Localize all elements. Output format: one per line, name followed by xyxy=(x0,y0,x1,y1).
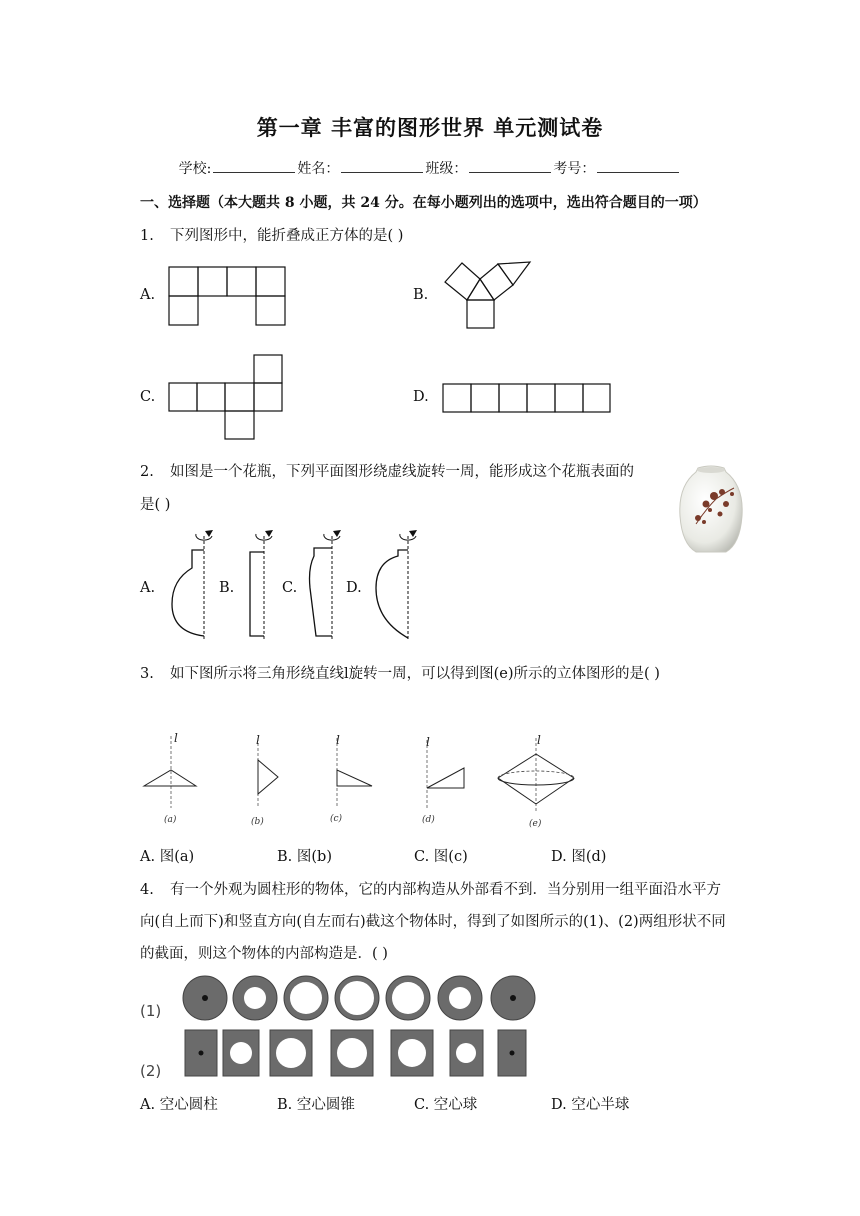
exam-no-label: 考号： xyxy=(553,161,596,177)
q4-option-a[interactable]: A. 空心圆柱 xyxy=(140,1097,218,1113)
q4-text-1: 有一个外观为圆柱形的物体，它的内部构造从外部看不到．当分别用一组平面沿水平方 xyxy=(170,882,721,898)
section-heading: 一、选择题（本大题共 8 小题，共 24 分。在每小题列出的选项中，选出符合题目的一项） xyxy=(140,195,707,211)
q3-fig-c xyxy=(330,733,372,824)
q3-l-label-b: l xyxy=(256,733,260,747)
q1-text: 下列图形中，能折叠成正方体的是( ) xyxy=(170,228,404,244)
q1-option-d[interactable]: D. xyxy=(413,389,429,405)
q1-net-c xyxy=(168,354,284,440)
q4-row-label-1: (1) xyxy=(140,1002,162,1020)
q1-number: 1. xyxy=(140,228,154,244)
student-info-line xyxy=(0,158,860,178)
q1-net-a xyxy=(168,266,286,326)
q3-option-a[interactable]: A. 图(a) xyxy=(140,849,195,865)
q4-stem-line1 xyxy=(140,880,721,900)
school-blank[interactable] xyxy=(213,159,295,173)
q4-option-d[interactable]: D. 空心半球 xyxy=(551,1097,630,1113)
name-label: 姓名： xyxy=(297,161,340,177)
q2-option-c[interactable]: C. xyxy=(282,580,298,596)
q3-text: 如下图所示将三角形绕直线l旋转一周，可以得到图(e)所示的立体图形的是( ) xyxy=(170,666,660,682)
q3-option-d[interactable]: D. 图(d) xyxy=(551,849,607,865)
q1-option-b[interactable]: B. xyxy=(413,287,429,303)
q3-fig-d xyxy=(422,735,464,825)
q3-fig-b xyxy=(251,733,278,827)
q2-number: 2. xyxy=(140,464,154,480)
q4-stem-line2: 向(自上而下)和竖直方向(自左而右)截这个物体时，得到了如图所示的(1)、(2)两组形状不同 xyxy=(140,914,726,930)
class-blank[interactable] xyxy=(469,159,551,173)
q3-cap-c: (c) xyxy=(330,814,343,824)
q3-cap-e: (e) xyxy=(529,819,542,829)
name-blank[interactable] xyxy=(341,159,423,173)
q1-stem xyxy=(140,226,403,246)
q2-option-b[interactable]: B. xyxy=(219,580,235,596)
q1-net-d xyxy=(442,383,612,413)
q2-option-a[interactable]: A. xyxy=(140,580,156,596)
q3-figures xyxy=(138,730,588,832)
q2-stem-line2: 是( ) xyxy=(140,497,171,513)
q2-shape-d xyxy=(370,528,430,642)
q3-option-c[interactable]: C. 图(c) xyxy=(414,849,468,865)
q3-l-label-c: l xyxy=(336,733,340,747)
q1-net-b xyxy=(440,260,534,332)
q4-option-b[interactable]: B. 空心圆锥 xyxy=(277,1097,355,1113)
q2-shape-a xyxy=(162,528,222,642)
q4-row-label-2: (2) xyxy=(140,1062,162,1080)
page-title: 第一章 丰富的图形世界 单元测试卷 xyxy=(256,115,604,140)
q2-option-d[interactable]: D. xyxy=(346,580,362,596)
q3-fig-e xyxy=(498,733,574,829)
q2-shape-c xyxy=(302,528,352,642)
q3-option-b[interactable]: B. 图(b) xyxy=(277,849,332,865)
q3-cap-a: (a) xyxy=(164,815,177,825)
q4-number: 4. xyxy=(140,882,154,898)
exam-no-blank[interactable] xyxy=(597,159,679,173)
vase-image xyxy=(676,464,746,556)
q2-text-1: 如图是一个花瓶，下列平面图形绕虚线旋转一周，能形成这个花瓶表面的 xyxy=(170,464,634,480)
q3-fig-a xyxy=(144,731,196,825)
q1-option-c[interactable]: C. xyxy=(140,389,156,405)
q3-l-label-d: l xyxy=(426,735,430,749)
q1-option-a[interactable]: A. xyxy=(140,287,156,303)
q3-stem xyxy=(140,664,660,684)
q4-stem-line3: 的截面，则这个物体的内部构造是．( ) xyxy=(140,946,388,962)
q2-stem-line1 xyxy=(140,462,634,482)
q3-cap-b: (b) xyxy=(251,817,264,827)
q3-l-label-a: l xyxy=(174,731,178,745)
class-label: 班级： xyxy=(425,161,468,177)
q3-l-label-e: l xyxy=(537,733,541,747)
q4-option-c[interactable]: C. 空心球 xyxy=(414,1097,478,1113)
q2-shape-b xyxy=(236,528,286,642)
q3-cap-d: (d) xyxy=(422,815,435,825)
q4-cross-sections xyxy=(138,972,543,1084)
school-label: 学校: xyxy=(178,161,212,177)
q3-number: 3. xyxy=(140,666,154,682)
